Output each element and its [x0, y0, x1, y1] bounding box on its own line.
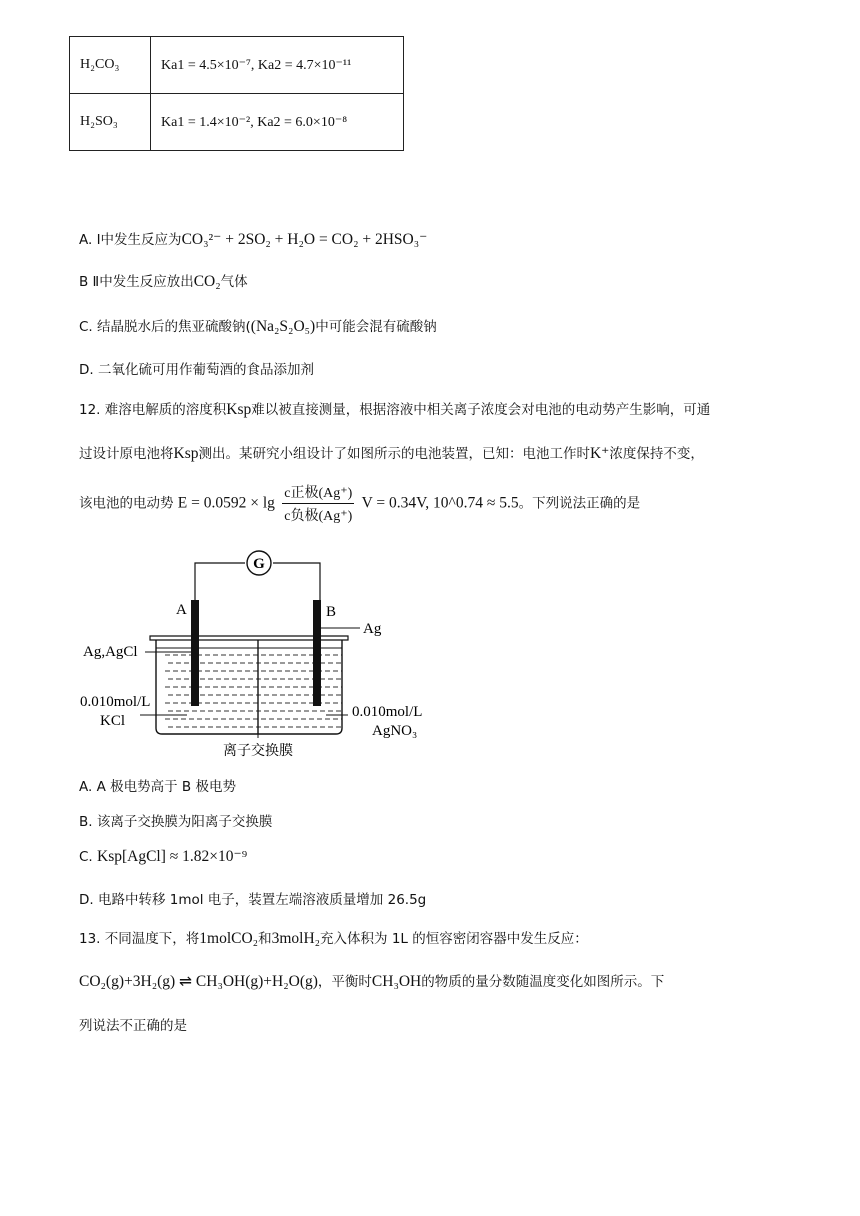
electrode-b-label: B — [326, 604, 337, 620]
stem-text: ，平衡时 — [317, 974, 372, 990]
q13-stem-line2 — [79, 970, 664, 991]
q11-option-a — [79, 228, 427, 249]
q13-stem-line3: 列说法不正确的是 — [79, 1018, 187, 1034]
electrode-a — [191, 600, 199, 706]
ag-label: Ag — [363, 621, 382, 637]
formula: CH₃OH — [371, 973, 422, 990]
option-text: 中可能会混有硫酸钠 — [315, 319, 437, 335]
q12-option-a: A. A 极电势高于 B 极电势 — [79, 779, 236, 795]
stem-text: 的物质的量分数随温度变化如图所示。下 — [421, 974, 665, 990]
q12-option-c — [79, 847, 247, 866]
emf-fraction — [282, 482, 354, 525]
electrode-b — [313, 600, 321, 706]
q11-option-c — [79, 315, 437, 336]
stem-text: 过设计原电池将 — [79, 446, 174, 462]
formula: 3molH₂ — [271, 930, 321, 947]
ag-agcl-label: Ag,AgCl — [83, 644, 138, 660]
battery-diagram — [70, 548, 470, 763]
option-text: C. 结晶脱水后的焦亚硫酸钠( — [79, 319, 251, 335]
ka-cell: Ka1 = 1.4×10⁻², Ka2 = 6.0×10⁻⁸ — [151, 94, 404, 151]
stem-text: 难以被直接测量，根据溶液中相关离子浓度会对电池的电动势产生影响，可通 — [251, 402, 711, 418]
reaction-equation: CO₂(g)+3H₂(g) ⇌ CH₃OH(g)+H₂O(g) — [79, 973, 318, 990]
q12-stem-line3 — [79, 482, 640, 525]
stem-text: 13. 不同温度下，将 — [79, 931, 200, 947]
option-text: A. Ⅰ中发生反应为 — [79, 232, 182, 248]
membrane-label: 离子交换膜 — [223, 743, 293, 759]
option-text: B Ⅱ中发生反应放出 — [79, 274, 194, 290]
ksp-symbol: Ksp — [226, 401, 252, 418]
stem-text: 。下列说法正确的是 — [518, 495, 641, 512]
galvanometer-label: G — [253, 556, 265, 572]
agno3-concentration-label: 0.010mol/L — [352, 704, 423, 720]
stem-text: 测出。某研究小组设计了如图所示的电池装置，已知：电池工作时 — [198, 446, 590, 462]
fraction-denominator: c负极(Ag⁺) — [284, 509, 353, 524]
k-ion: K⁺ — [589, 445, 610, 462]
formula: CO₂ — [193, 273, 221, 290]
q11-option-b — [79, 270, 248, 291]
option-text: C. — [79, 849, 93, 865]
fraction-numerator: c正极(Ag⁺) — [282, 482, 354, 504]
kcl-concentration-label: 0.010mol/L — [80, 694, 151, 710]
electrode-a-label: A — [176, 602, 187, 618]
ka-cell: Ka1 = 4.5×10⁻⁷, Ka2 = 4.7×10⁻¹¹ — [151, 37, 404, 94]
emf-equation-left: E = 0.0592 × lg — [177, 494, 275, 512]
q12-stem-line1 — [79, 398, 710, 419]
acid-cell: H₂CO₃ — [70, 37, 151, 94]
ksp-symbol: Ksp — [173, 445, 199, 462]
table-row — [70, 94, 404, 151]
formula: (Na₂S₂O₅) — [250, 318, 316, 335]
stem-text: 和 — [258, 931, 272, 947]
option-text: 气体 — [220, 274, 248, 290]
wire-right — [273, 563, 320, 600]
q13-stem-line1 — [79, 927, 588, 948]
kcl-label: KCl — [100, 713, 126, 729]
acid-cell: H₂SO₃ — [70, 94, 151, 151]
q11-option-d: D. 二氧化硫可用作葡萄酒的食品添加剂 — [79, 362, 314, 378]
agno3-label: AgNO₃ — [372, 723, 418, 739]
acid-constant-table — [69, 36, 404, 151]
q12-option-d: D. 电路中转移 1mol 电子，装置左端溶液质量增加 26.5g — [79, 892, 427, 908]
stem-text: 浓度保持不变， — [609, 446, 704, 462]
q12-stem-line2 — [79, 442, 704, 463]
emf-equation-right: V = 0.34V, 10^0.74 ≈ 5.5 — [361, 494, 519, 512]
ksp-equation: Ksp[AgCl] ≈ 1.82×10⁻⁹ — [97, 848, 248, 865]
q12-option-b: B. 该离子交换膜为阳离子交换膜 — [79, 814, 273, 830]
stem-text: 充入体积为 1L 的恒容密闭容器中发生反应： — [320, 931, 588, 947]
stem-text: 该电池的电动势 — [79, 495, 174, 512]
table-row — [70, 37, 404, 94]
equation: CO₃²⁻ + 2SO₂ + H₂O = CO₂ + 2HSO₃⁻ — [181, 231, 428, 248]
wire-left — [195, 563, 245, 612]
formula: 1molCO₂ — [199, 930, 259, 947]
stem-text: 12. 难溶电解质的溶度积 — [79, 402, 227, 418]
